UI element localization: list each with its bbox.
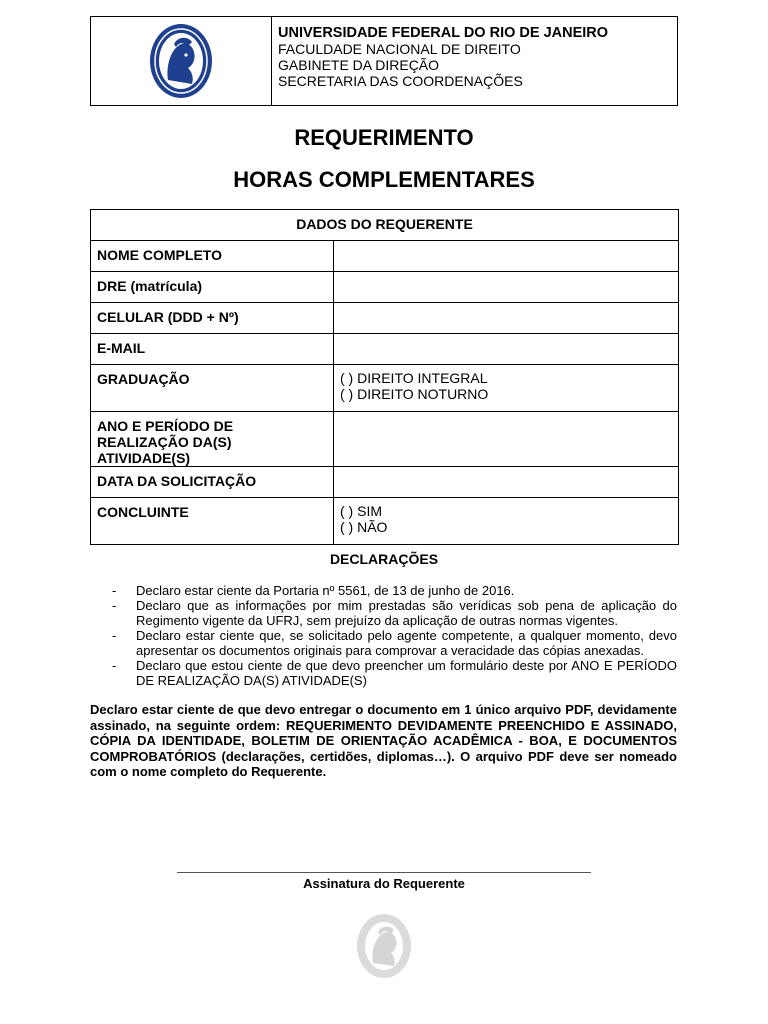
request-date-field[interactable] [334, 467, 679, 498]
declarations-title: DECLARAÇÕES [329, 551, 439, 567]
list-item: - Declaro que as informações por mim prestadas são verídicas sob pena de aplicação do Regimento vigente da UFRJ, sem prejuízo da aplicação de outras normas vigentes. [112, 598, 677, 628]
option-noturno[interactable]: ( ) DIREITO NOTURNO [340, 386, 489, 402]
field-label: NOME COMPLETO [91, 241, 334, 272]
field-label: ANO E PERÍODO DE REALIZAÇÃO DA(S) ATIVIDADE(S) [91, 412, 334, 467]
list-item: - Declaro que estou ciente de que devo preencher um formulário deste por ANO E PERÍODO DE REALIZAÇÃO DA(S) ATIVIDADE(S) [112, 658, 677, 688]
graduation-options [334, 365, 679, 412]
field-label: CONCLUINTE [91, 498, 334, 545]
concluinte-options [334, 498, 679, 545]
activity-period-field[interactable] [334, 412, 679, 467]
table-row [91, 303, 679, 334]
field-label: DATA DA SOLICITAÇÃO [91, 467, 334, 498]
signature-label: Assinatura do Requerente [303, 876, 465, 891]
university-name: UNIVERSIDADE FEDERAL DO RIO DE JANEIRO [278, 25, 609, 41]
document-subtitle: HORAS COMPLEMENTARES [233, 167, 535, 192]
field-label: E-MAIL [91, 334, 334, 365]
signature-line[interactable] [177, 872, 591, 873]
list-item: - Declaro estar ciente que, se solicitado pelo agente competente, a qualquer momento, devo apresentar os documentos originais para comprovar a veracidade das cópias anexadas. [112, 628, 677, 658]
ufrj-seal-icon [148, 22, 214, 100]
option-sim[interactable]: ( ) SIM [340, 503, 382, 519]
list-item: - Declaro estar ciente da Portaria nº 5561, de 13 de junho de 2016. [112, 583, 677, 598]
table-row [91, 241, 679, 272]
ufrj-seal-watermark-icon [356, 913, 412, 979]
logo-cell [91, 17, 272, 105]
dre-field[interactable] [334, 272, 679, 303]
document-header [90, 16, 678, 106]
phone-field[interactable] [334, 303, 679, 334]
submission-instructions: Declaro estar ciente de que devo entregar o documento em 1 único arquivo PDF, devidamente assinado, na seguinte ordem: REQUERIMENTO DEVIDAMENTE PREENCHIDO E ASSINADO, CÓPIA DA IDENTIDADE, BOLETIM DE ORIENTAÇÃO ACADÊMICA - BOA, E DOCUMENTOS COMPROBATÓRIOS (declarações, certidões, diplomas…). O arquivo PDF deve ser nomeado com o nome completo do Requerente. [90, 702, 677, 779]
field-label: DRE (matrícula) [91, 272, 334, 303]
field-label: GRADUAÇÃO [91, 365, 334, 412]
table-row [91, 467, 679, 498]
full-name-field[interactable] [334, 241, 679, 272]
table-row [91, 272, 679, 303]
document-title: REQUERIMENTO [294, 125, 474, 150]
email-field[interactable] [334, 334, 679, 365]
field-label: CELULAR (DDD + Nº) [91, 303, 334, 334]
office-name: GABINETE DA DIREÇÃO [278, 57, 440, 73]
table-row [91, 365, 679, 412]
table-row [91, 412, 679, 467]
requester-data-table [90, 209, 679, 545]
faculty-name: FACULDADE NACIONAL DE DIREITO [278, 41, 521, 57]
declarations-list [112, 583, 677, 688]
department-name: SECRETARIA DAS COORDENAÇÕES [278, 73, 523, 89]
option-integral[interactable]: ( ) DIREITO INTEGRAL [340, 370, 488, 386]
option-nao[interactable]: ( ) NÃO [340, 519, 388, 535]
table-row [91, 498, 679, 545]
table-row [91, 334, 679, 365]
header-text [272, 17, 608, 105]
section-title: DADOS DO REQUERENTE [91, 210, 679, 241]
